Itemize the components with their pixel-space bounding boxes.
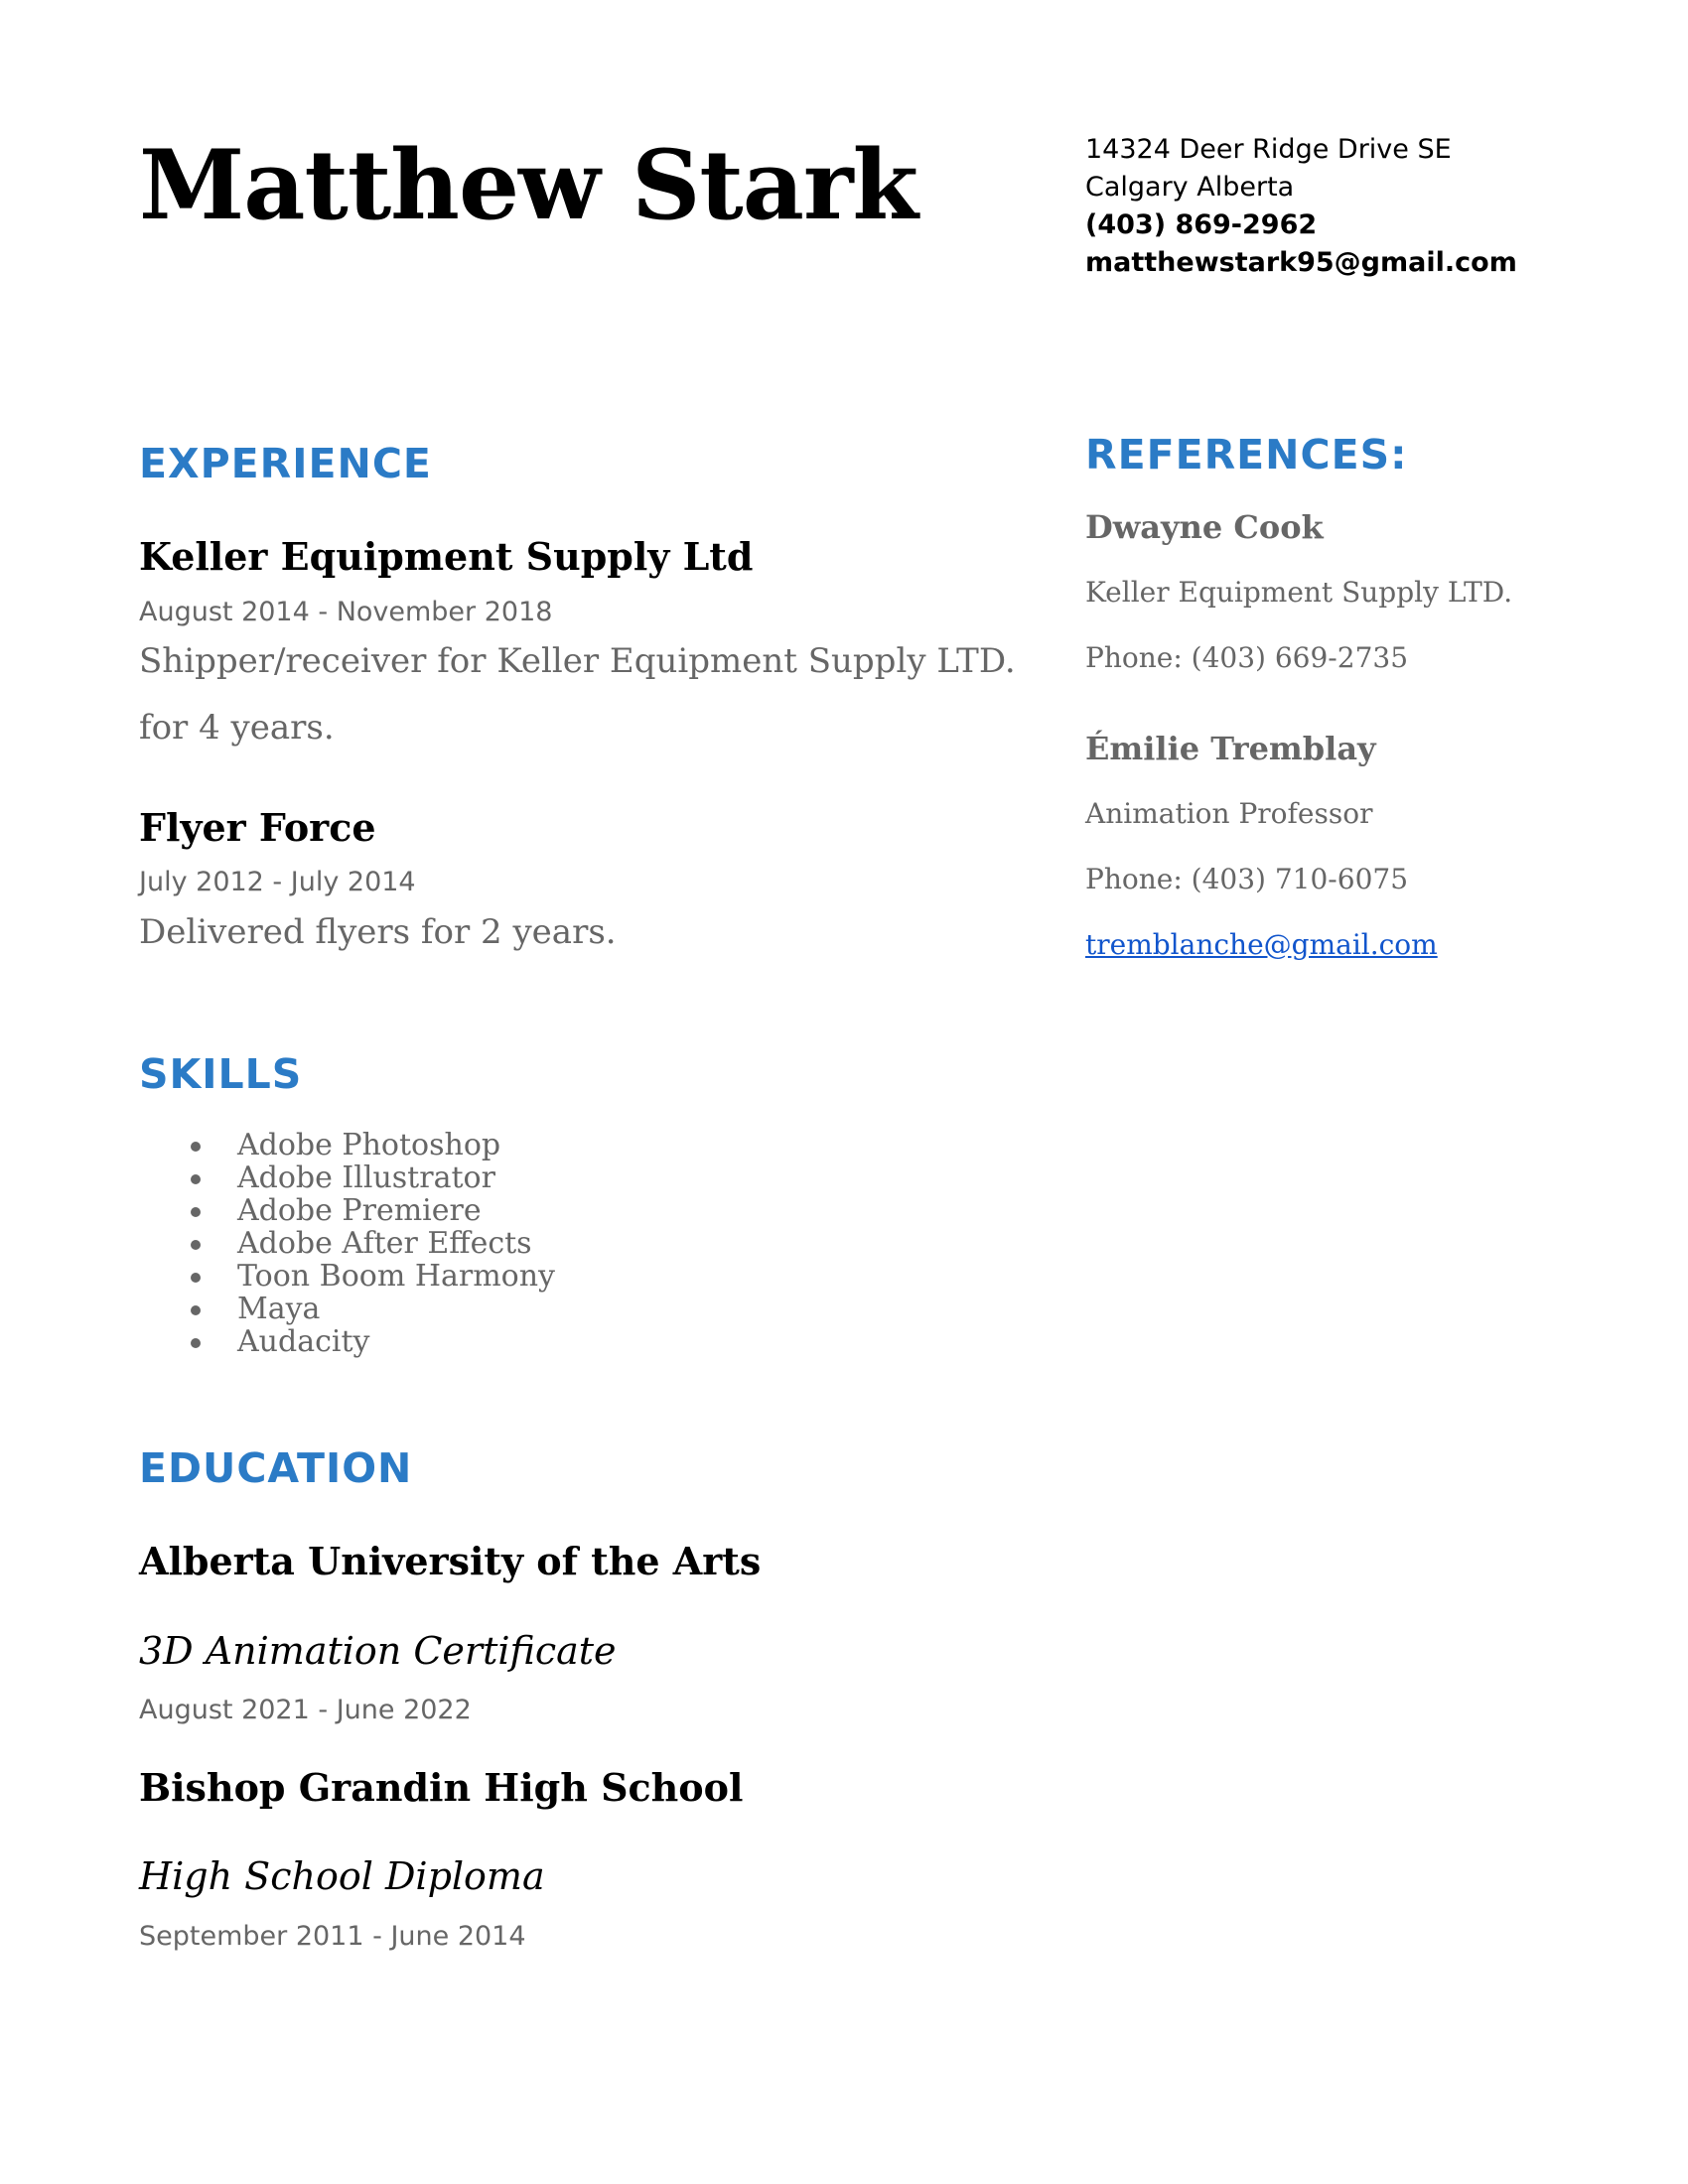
experience-heading: EXPERIENCE bbox=[139, 440, 432, 487]
email-address: matthewstark95@gmail.com bbox=[1085, 247, 1517, 278]
school-name: Alberta University of the Arts bbox=[139, 1539, 762, 1583]
skills-list bbox=[139, 1129, 555, 1358]
bullet-icon bbox=[191, 1174, 201, 1184]
job-dates: August 2014 - November 2018 bbox=[139, 597, 553, 627]
phone-number: (403) 869-2962 bbox=[1085, 209, 1318, 240]
list-item: Adobe After Effects bbox=[139, 1227, 555, 1260]
job-description-cont: for 4 years. bbox=[139, 708, 335, 748]
applicant-name: Matthew Stark bbox=[139, 129, 918, 241]
list-item: Adobe Premiere bbox=[139, 1194, 555, 1227]
list-item: Adobe Illustrator bbox=[139, 1161, 555, 1194]
address-line-2: Calgary Alberta bbox=[1085, 172, 1295, 203]
list-item: Audacity bbox=[139, 1325, 555, 1358]
job-description: Delivered flyers for 2 years. bbox=[139, 912, 617, 952]
bullet-icon bbox=[191, 1305, 201, 1315]
education-dates: September 2011 - June 2014 bbox=[139, 1921, 526, 1952]
reference-title: Animation Professor bbox=[1085, 797, 1373, 830]
list-item: Adobe Photoshop bbox=[139, 1129, 555, 1161]
reference-company: Keller Equipment Supply LTD. bbox=[1085, 576, 1513, 609]
reference-phone: Phone: (403) 710-6075 bbox=[1085, 863, 1409, 895]
bullet-icon bbox=[191, 1240, 201, 1250]
reference-name: Émilie Tremblay bbox=[1085, 730, 1376, 767]
skills-heading: SKILLS bbox=[139, 1050, 303, 1098]
school-name: Bishop Grandin High School bbox=[139, 1765, 744, 1810]
job-dates: July 2012 - July 2014 bbox=[139, 867, 416, 897]
references-heading: REFERENCES: bbox=[1085, 431, 1408, 478]
job-title: Keller Equipment Supply Ltd bbox=[139, 534, 754, 579]
degree-name: High School Diploma bbox=[139, 1854, 545, 1898]
education-dates: August 2021 - June 2022 bbox=[139, 1695, 472, 1725]
bullet-icon bbox=[191, 1207, 201, 1217]
address-line-1: 14324 Deer Ridge Drive SE bbox=[1085, 134, 1452, 165]
bullet-icon bbox=[191, 1142, 201, 1152]
bullet-icon bbox=[191, 1273, 201, 1283]
bullet-icon bbox=[191, 1338, 201, 1348]
list-item: Maya bbox=[139, 1293, 555, 1325]
reference-name: Dwayne Cook bbox=[1085, 508, 1324, 546]
job-title: Flyer Force bbox=[139, 805, 376, 850]
education-heading: EDUCATION bbox=[139, 1444, 413, 1492]
job-description: Shipper/receiver for Keller Equipment Supply LTD. bbox=[139, 641, 1016, 681]
contact-block bbox=[1085, 131, 1517, 282]
reference-phone: Phone: (403) 669-2735 bbox=[1085, 641, 1409, 674]
degree-name: 3D Animation Certificate bbox=[139, 1629, 617, 1673]
list-item: Toon Boom Harmony bbox=[139, 1260, 555, 1293]
reference-email-link[interactable]: tremblanche@gmail.com bbox=[1085, 928, 1438, 961]
